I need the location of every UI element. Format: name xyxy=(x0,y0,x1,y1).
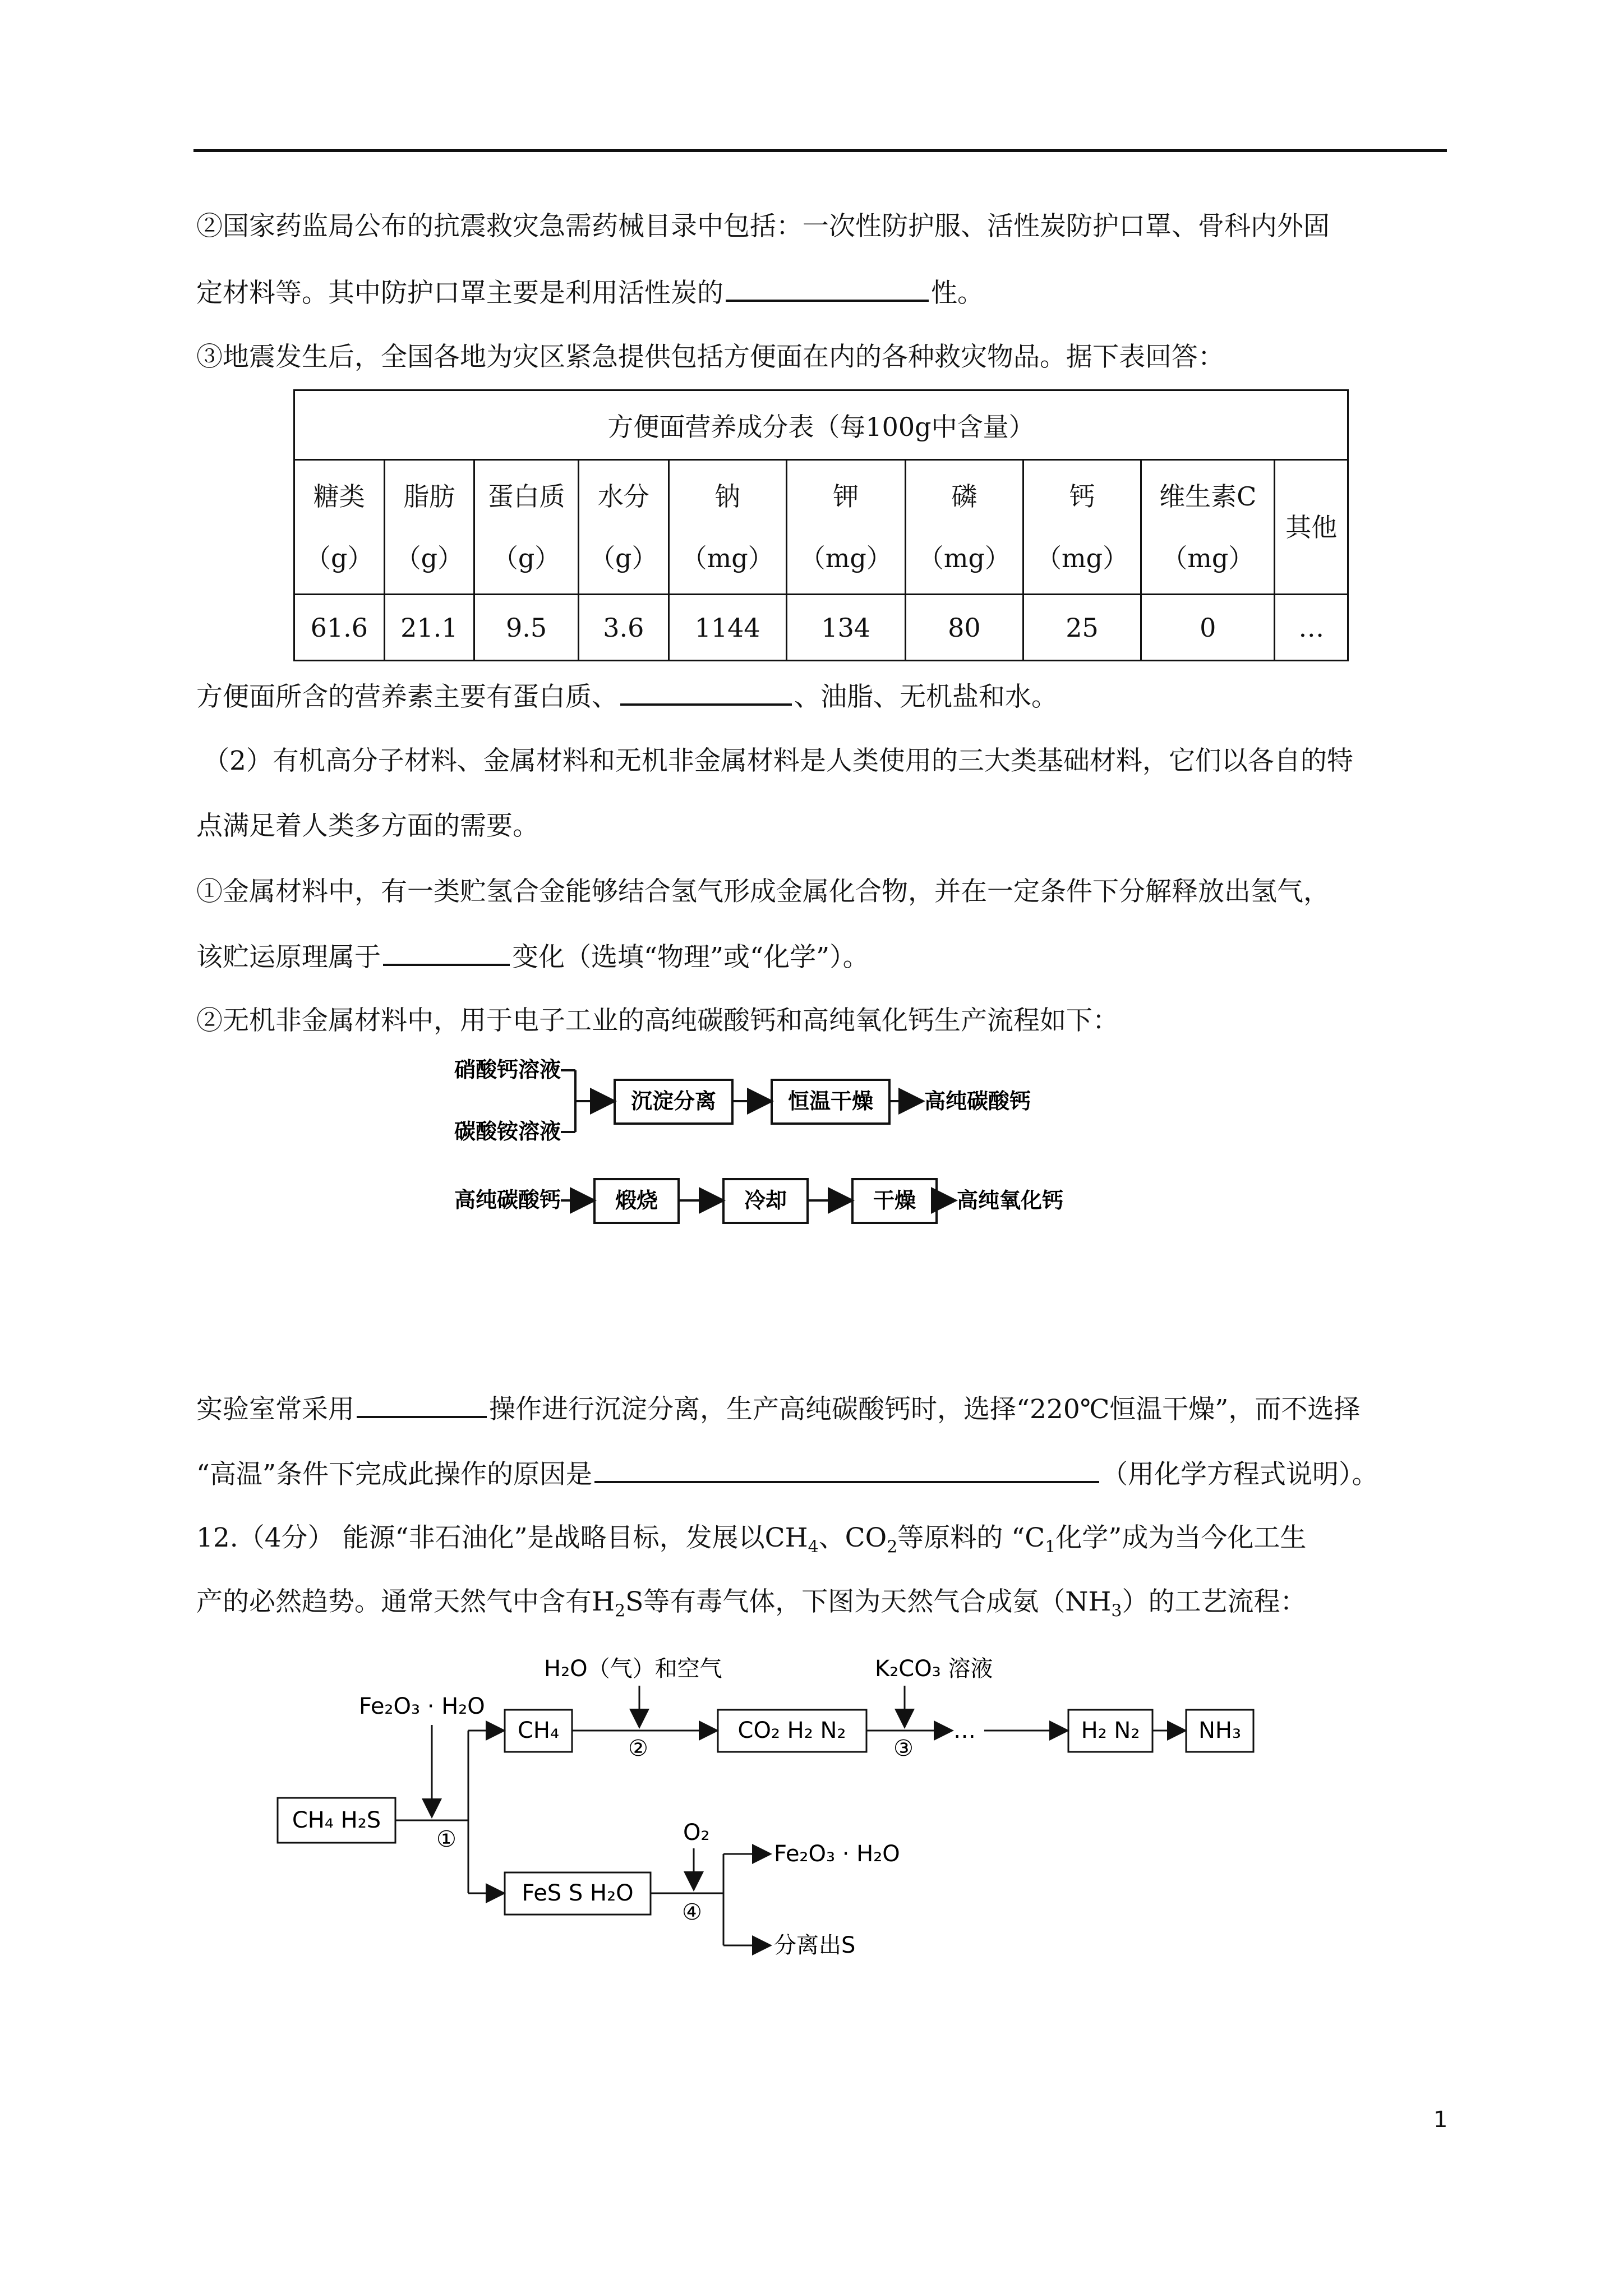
flow2-box-h2n2: H₂ N₂ xyxy=(1081,1718,1140,1743)
flow1-input-a: 硝酸钙溶液 xyxy=(454,1057,561,1082)
flow2-reagent-fe2o3: Fe₂O₃ · H₂O xyxy=(359,1694,485,1719)
table-header-cell xyxy=(474,460,579,595)
flow2-box-fes: FeS S H₂O xyxy=(522,1880,634,1906)
nutrition-table xyxy=(293,389,1349,661)
header-name: 钾 xyxy=(833,481,859,512)
answer-blank[interactable] xyxy=(726,275,929,302)
header-name: 磷 xyxy=(951,481,978,512)
table-value-cell: 80 xyxy=(905,595,1023,661)
paragraph-line: ②无机非金属材料中，用于电子工业的高纯碳酸钙和高纯氧化钙生产流程如下： xyxy=(196,1005,1119,1036)
table-header-cell xyxy=(1141,460,1275,595)
flow1-step-precipitate: 沉淀分离 xyxy=(630,1089,717,1114)
header-name: 脂肪 xyxy=(403,481,455,512)
table-value-cell: 61.6 xyxy=(294,595,385,661)
table-header-row xyxy=(294,460,1348,595)
flow1-output-oxide: 高纯氧化钙 xyxy=(957,1188,1064,1213)
answer-blank[interactable] xyxy=(594,1456,1099,1483)
flow2-reagent-steam-air: H₂O（气）和空气 xyxy=(544,1656,722,1682)
table-value-cell: … xyxy=(1275,595,1348,661)
header-name: 钠 xyxy=(714,481,741,512)
flow2-step-4: ④ xyxy=(682,1899,702,1925)
header-name: 蛋白质 xyxy=(487,481,565,512)
flow2-box-mix: CO₂ H₂ N₂ xyxy=(737,1718,846,1743)
table-header-cell xyxy=(384,460,474,595)
flow2-out-fe2o3: Fe₂O₃ · H₂O xyxy=(774,1841,900,1867)
answer-blank[interactable] xyxy=(357,1391,487,1418)
header-name: 其他 xyxy=(1285,512,1338,542)
calcium-flow-diagram xyxy=(443,1049,1094,1240)
header-unit: （mg） xyxy=(681,542,774,573)
table-value-row xyxy=(294,595,1348,661)
paragraph-line: 实验室常采用 操作进行沉淀分离，生产高纯碳酸钙时，选择“220℃恒温干燥”，而不选择 xyxy=(196,1391,1360,1427)
table-header-cell xyxy=(1023,460,1141,595)
header-unit: （mg） xyxy=(1161,542,1255,573)
table-header-cell xyxy=(786,460,905,595)
flow1-input-b: 碳酸铵溶液 xyxy=(454,1119,561,1144)
header-name: 糖类 xyxy=(313,481,365,512)
table-value-cell: 134 xyxy=(786,595,905,661)
flow1-output-carbonate: 高纯碳酸钙 xyxy=(924,1089,1031,1114)
flow2-step-3: ③ xyxy=(893,1736,914,1761)
table-header-cell xyxy=(905,460,1023,595)
flow1-step-dry-const: 恒温干燥 xyxy=(787,1089,874,1114)
header-unit: （g） xyxy=(492,542,561,573)
table-value-cell: 25 xyxy=(1023,595,1141,661)
flow2-box-nh3: NH₃ xyxy=(1198,1718,1242,1743)
table-value-cell: 9.5 xyxy=(474,595,579,661)
header-rule xyxy=(193,149,1447,152)
paragraph-line: “高温”条件下完成此操作的原因是 （用化学方程式说明）。 xyxy=(196,1456,1378,1492)
flow2-reagent-k2co3: K₂CO₃ 溶液 xyxy=(875,1656,993,1682)
flow2-step-2: ② xyxy=(628,1736,648,1761)
header-unit: （g） xyxy=(589,542,658,573)
flow2-ellipsis: … xyxy=(953,1718,976,1743)
header-unit: （mg） xyxy=(799,542,892,573)
paragraph-line: ②国家药监局公布的抗震救灾急需药械目录中包括：一次性防护服、活性炭防护口罩、骨科内外固 xyxy=(196,211,1330,242)
paragraph-line: 方便面所含的营养素主要有蛋白质、 、油脂、无机盐和水。 xyxy=(196,679,1058,714)
paragraph-line: 该贮运原理属于 变化（选填“物理”或“化学”）。 xyxy=(196,939,869,974)
flow2-out-sulfur: 分离出S xyxy=(774,1932,856,1958)
paragraph-line: ①金属材料中，有一类贮氢合金能够结合氢气形成金属化合物，并在一定条件下分解释放出氢气， xyxy=(196,876,1330,907)
table-header-cell xyxy=(579,460,669,595)
flow2-box-start: CH₄ H₂S xyxy=(292,1807,381,1833)
paragraph-line: ③地震发生后，全国各地为灾区紧急提供包括方便面在内的各种救灾物品。据下表回答： xyxy=(196,342,1224,372)
paragraph-line: 产的必然趋势。通常天然气中含有$H_2S$等有毒气体，下图为天然气合成氨$(NH_3)$的工艺流程： xyxy=(196,1586,1307,1621)
answer-blank[interactable] xyxy=(383,939,510,966)
paragraph-line: （2）有机高分子材料、金属材料和无机非金属材料是人类使用的三大类基础材料，它们以各自的特 xyxy=(203,746,1353,776)
header-name: 维生素C xyxy=(1159,481,1257,512)
header-unit: （g） xyxy=(305,542,374,573)
table-header-cell xyxy=(294,460,385,595)
page-number: 1 xyxy=(1433,2107,1448,2133)
table-value-cell: 1144 xyxy=(668,595,786,661)
header-unit: （mg） xyxy=(917,542,1011,573)
ammonia-flow-diagram xyxy=(269,1644,1301,1980)
flow1-step-calcine: 煅烧 xyxy=(615,1188,658,1213)
flow2-box-ch4: CH₄ xyxy=(517,1718,560,1743)
table-value-cell: 21.1 xyxy=(384,595,474,661)
question-12: 12.（4分） 能源“非石油化”是战略目标，发展以$CH_4$、$CO_2$等原料的 “$C_1$化学”成为当今化工生 xyxy=(196,1522,1307,1557)
table-value-cell: 3.6 xyxy=(579,595,669,661)
paragraph-line: 定材料等。其中防护口罩主要是利用活性炭的 性。 xyxy=(196,275,984,310)
table-value-cell: 0 xyxy=(1141,595,1275,661)
flow1-input-c: 高纯碳酸钙 xyxy=(454,1188,561,1212)
flow2-step-1: ① xyxy=(436,1826,457,1852)
header-name: 钙 xyxy=(1069,481,1095,512)
flow1-step-cool: 冷却 xyxy=(744,1188,787,1213)
header-unit: （g） xyxy=(395,542,464,573)
table-header-cell xyxy=(668,460,786,595)
header-name: 水分 xyxy=(597,481,649,512)
flow1-step-dry: 干燥 xyxy=(873,1188,916,1213)
flow2-reagent-o2: O₂ xyxy=(683,1820,710,1846)
header-unit: （mg） xyxy=(1036,542,1129,573)
table-header-cell xyxy=(1275,460,1348,595)
paragraph-line: 点满足着人类多方面的需要。 xyxy=(196,811,539,841)
table-caption: 方便面营养成分表（每100g中含量） xyxy=(294,390,1348,460)
answer-blank[interactable] xyxy=(620,679,792,706)
